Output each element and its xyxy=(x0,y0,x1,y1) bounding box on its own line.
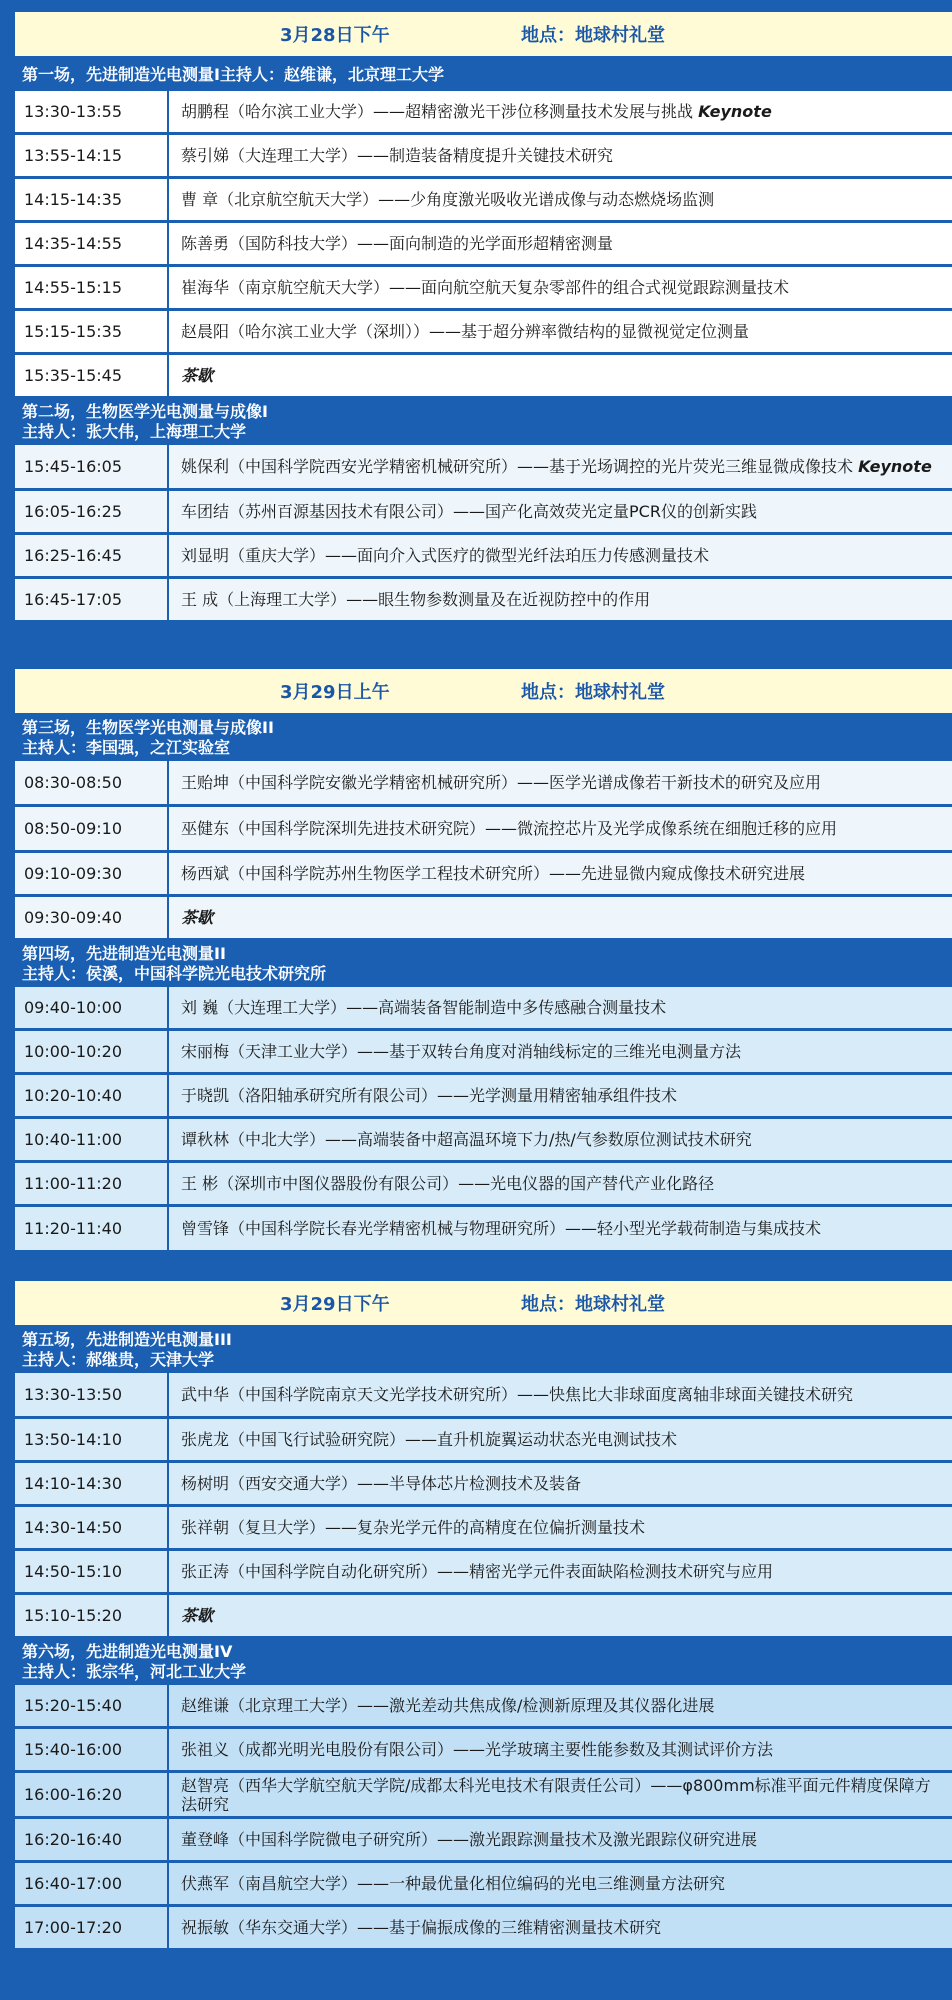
session-host: 主持人：侯溪，中国科学院光电技术研究所 xyxy=(22,964,327,983)
tea-break-label: 茶歇 xyxy=(181,366,214,385)
talk-cell xyxy=(169,1075,952,1116)
talk-content xyxy=(181,1130,752,1149)
table-row xyxy=(15,1819,952,1863)
date-header xyxy=(15,12,952,58)
table-row xyxy=(15,135,952,179)
talk-cell xyxy=(169,1119,952,1160)
table-row xyxy=(15,1685,952,1729)
date-header xyxy=(15,1281,952,1327)
talk-content xyxy=(181,1696,714,1715)
table-row xyxy=(15,1863,952,1907)
table-row xyxy=(15,223,952,267)
session-header xyxy=(15,1327,952,1373)
talk-content xyxy=(181,234,613,253)
date-label: 3月28日下午 xyxy=(280,25,390,46)
table-row xyxy=(15,1373,952,1419)
table-row xyxy=(15,1551,952,1595)
talk-content xyxy=(181,1740,773,1759)
talk-text: 王 成（上海理工大学）——眼生物参数测量及在近视防控中的作用 xyxy=(181,590,651,609)
talk-cell xyxy=(169,311,952,352)
session-title: 第二场，生物医学光电测量与成像I xyxy=(22,402,268,421)
table-row xyxy=(15,897,952,941)
talk-text: 谭秋林（中北大学）——高端装备中超高温环境下力/热/气参数原位测试技术研究 xyxy=(181,1130,752,1149)
time-cell: 09:40-10:00 xyxy=(15,987,169,1028)
talk-cell xyxy=(169,1463,952,1504)
session-header xyxy=(15,715,952,761)
talk-content xyxy=(181,1430,677,1449)
talk-text: 张正涛（中国科学院自动化研究所）——精密光学元件表面缺陷检测技术研究与应用 xyxy=(181,1562,774,1581)
talk-text: 姚保利（中国科学院西安光学精密机械研究所）——基于光场调控的光片荧光三维显微成像技术 xyxy=(181,457,854,476)
table-row xyxy=(15,1463,952,1507)
talk-text: 曾雪锋（中国科学院长春光学精密机械与物理研究所）——轻小型光学载荷制造与集成技术 xyxy=(181,1219,822,1238)
table-row xyxy=(15,1119,952,1163)
talk-text: 祝振敏（华东交通大学）——基于偏振成像的三维精密测量技术研究 xyxy=(181,1918,662,1937)
talk-content xyxy=(181,1830,757,1849)
table-row xyxy=(15,355,952,399)
talk-text: 车团结（苏州百源基因技术有限公司）——国产化高效荧光定量PCR仪的创新实践 xyxy=(181,502,757,521)
table-row xyxy=(15,311,952,355)
session-title: 第一场，先进制造光电测量I主持人：赵维谦，北京理工大学 xyxy=(22,64,444,84)
talk-cell xyxy=(169,1685,952,1726)
keynote-badge: Keynote xyxy=(698,102,772,121)
table-row xyxy=(15,579,952,623)
talk-cell xyxy=(169,579,952,620)
talk-content xyxy=(181,1518,645,1537)
talk-cell xyxy=(169,1163,952,1204)
talk-text: 胡鹏程（哈尔滨工业大学）——超精密激光干涉位移测量技术发展与挑战 xyxy=(181,102,694,121)
talk-text: 张祥朝（复旦大学）——复杂光学元件的高精度在位偏折测量技术 xyxy=(181,1518,646,1537)
talk-content xyxy=(181,1474,581,1493)
talk-text: 董登峰（中国科学院微电子研究所）——激光跟踪测量技术及激光跟踪仪研究进展 xyxy=(181,1830,758,1849)
table-row xyxy=(15,535,952,579)
time-cell: 14:35-14:55 xyxy=(15,223,169,264)
table-row xyxy=(15,91,952,135)
time-cell: 17:00-17:20 xyxy=(15,1907,169,1948)
talk-text: 崔海华（南京航空航天大学）——面向航空航天复杂零部件的组合式视觉跟踪测量技术 xyxy=(181,278,790,297)
time-cell: 13:50-14:10 xyxy=(15,1419,169,1460)
talk-content xyxy=(181,998,666,1017)
talk-cell xyxy=(169,807,952,850)
session-header xyxy=(15,1639,952,1685)
table-row xyxy=(15,267,952,311)
talk-text: 武中华（中国科学院南京天文光学技术研究所）——快焦比大非球面度离轴非球面关键技术研究 xyxy=(181,1385,854,1404)
time-cell: 14:15-14:35 xyxy=(15,179,169,220)
talk-cell xyxy=(169,1729,952,1770)
table-row xyxy=(15,1729,952,1773)
talk-content xyxy=(181,1086,677,1105)
talk-content xyxy=(181,1606,213,1625)
talk-text: 陈善勇（国防科技大学）——面向制造的光学面形超精密测量 xyxy=(181,234,614,253)
time-cell: 13:30-13:55 xyxy=(15,91,169,132)
table-row xyxy=(15,1507,952,1551)
session-title: 第五场，先进制造光电测量III xyxy=(22,1330,232,1349)
talk-content xyxy=(181,590,650,609)
talk-text: 王贻坤（中国科学院安徽光学精密机械研究所）——医学光谱成像若干新技术的研究及应用 xyxy=(181,773,822,792)
table-row xyxy=(15,1207,952,1253)
time-cell: 08:50-09:10 xyxy=(15,807,169,850)
talk-cell xyxy=(169,535,952,576)
session-title: 第三场，生物医学光电测量与成像II xyxy=(22,718,274,737)
location-label: 地点：地球村礼堂 xyxy=(521,1294,665,1315)
talk-cell xyxy=(169,897,952,938)
talk-cell xyxy=(169,135,952,176)
date-header xyxy=(15,669,952,715)
talk-text: 赵智亮（西华大学航空航天学院/成都太科光电技术有限责任公司）——φ800mm标准平面元件精度保障方法研究 xyxy=(181,1775,931,1814)
session-title: 第四场，先进制造光电测量II xyxy=(22,944,226,963)
time-cell: 11:00-11:20 xyxy=(15,1163,169,1204)
session-host: 主持人：张宗华，河北工业大学 xyxy=(22,1662,247,1681)
talk-text: 张虎龙（中国飞行试验研究院）——直升机旋翼运动状态光电测试技术 xyxy=(181,1430,678,1449)
talk-cell xyxy=(169,853,952,894)
talk-content xyxy=(181,190,714,209)
table-row xyxy=(15,1031,952,1075)
time-cell: 08:30-08:50 xyxy=(15,761,169,804)
talk-content xyxy=(181,1219,821,1238)
talk-cell xyxy=(169,267,952,308)
tea-break-label: 茶歇 xyxy=(181,1606,214,1625)
talk-content xyxy=(181,819,837,838)
tea-break-label: 茶歇 xyxy=(181,908,214,927)
day-block xyxy=(15,12,952,623)
table-row xyxy=(15,1595,952,1639)
time-cell: 13:30-13:50 xyxy=(15,1373,169,1416)
talk-text: 刘显明（重庆大学）——面向介入式医疗的微型光纤法珀压力传感测量技术 xyxy=(181,546,710,565)
date-label: 3月29日上午 xyxy=(280,682,390,703)
talk-cell xyxy=(169,1031,952,1072)
talk-text: 伏燕军（南昌航空大学）——一种最优量化相位编码的光电三维测量方法研究 xyxy=(181,1874,726,1893)
time-cell: 10:00-10:20 xyxy=(15,1031,169,1072)
talk-content xyxy=(181,322,749,341)
talk-content xyxy=(181,773,821,792)
time-cell: 13:55-14:15 xyxy=(15,135,169,176)
talk-content xyxy=(181,1042,741,1061)
talk-text: 宋丽梅（天津工业大学）——基于双转台角度对消轴线标定的三维光电测量方法 xyxy=(181,1042,742,1061)
talk-text: 刘 巍（大连理工大学）——高端装备智能制造中多传感融合测量技术 xyxy=(181,998,667,1017)
talk-content xyxy=(181,457,932,476)
talk-cell xyxy=(169,179,952,220)
session-header xyxy=(15,58,952,91)
talk-content xyxy=(181,502,757,521)
table-row xyxy=(15,1075,952,1119)
talk-cell xyxy=(169,1863,952,1904)
day-block xyxy=(15,1281,952,1951)
talk-cell xyxy=(169,1207,952,1250)
talk-text: 曹 章（北京航空航天大学）——少角度激光吸收光谱成像与动态燃烧场监测 xyxy=(181,190,715,209)
table-row xyxy=(15,1163,952,1207)
time-cell: 15:10-15:20 xyxy=(15,1595,169,1636)
session-title: 第六场，先进制造光电测量IV xyxy=(22,1642,233,1661)
talk-content xyxy=(181,1562,773,1581)
talk-text: 杨西斌（中国科学院苏州生物医学工程技术研究所）——先进显微内窥成像技术研究进展 xyxy=(181,864,806,883)
talk-cell xyxy=(169,1819,952,1860)
time-cell: 16:05-16:25 xyxy=(15,491,169,532)
time-cell: 15:40-16:00 xyxy=(15,1729,169,1770)
table-row xyxy=(15,491,952,535)
table-row xyxy=(15,987,952,1031)
talk-cell xyxy=(169,987,952,1028)
table-row xyxy=(15,445,952,491)
talk-text: 赵晨阳（哈尔滨工业大学（深圳））——基于超分辨率微结构的显微视觉定位测量 xyxy=(181,322,750,341)
talk-text: 张祖义（成都光明光电股份有限公司）——光学玻璃主要性能参数及其测试评价方法 xyxy=(181,1740,774,1759)
table-row xyxy=(15,761,952,807)
talk-cell xyxy=(169,445,952,488)
time-cell: 14:10-14:30 xyxy=(15,1463,169,1504)
time-cell: 10:40-11:00 xyxy=(15,1119,169,1160)
talk-cell xyxy=(169,355,952,396)
talk-text: 杨树明（西安交通大学）——半导体芯片检测技术及装备 xyxy=(181,1474,582,1493)
time-cell: 16:20-16:40 xyxy=(15,1819,169,1860)
table-row xyxy=(15,807,952,853)
talk-cell xyxy=(169,1907,952,1948)
talk-text: 蔡引娣（大连理工大学）——制造装备精度提升关键技术研究 xyxy=(181,146,614,165)
talk-content xyxy=(181,1385,853,1404)
time-cell: 10:20-10:40 xyxy=(15,1075,169,1116)
time-cell: 16:25-16:45 xyxy=(15,535,169,576)
talk-cell xyxy=(169,1373,952,1416)
location-label: 地点：地球村礼堂 xyxy=(521,25,665,46)
time-cell: 09:10-09:30 xyxy=(15,853,169,894)
time-cell: 14:55-15:15 xyxy=(15,267,169,308)
talk-text: 王 彬（深圳市中图仪器股份有限公司）——光电仪器的国产替代产业化路径 xyxy=(181,1174,715,1193)
time-cell: 16:40-17:00 xyxy=(15,1863,169,1904)
talk-cell xyxy=(169,1595,952,1636)
talk-cell xyxy=(169,1507,952,1548)
talk-content xyxy=(181,1776,945,1814)
talk-content xyxy=(181,1874,725,1893)
talk-cell xyxy=(169,491,952,532)
time-cell: 09:30-09:40 xyxy=(15,897,169,938)
time-cell: 15:35-15:45 xyxy=(15,355,169,396)
talk-text: 于晓凯（洛阳轴承研究所有限公司）——光学测量用精密轴承组件技术 xyxy=(181,1086,678,1105)
keynote-badge: Keynote xyxy=(858,457,932,476)
talk-content xyxy=(181,546,709,565)
session-host: 主持人：李国强，之江实验室 xyxy=(22,738,231,757)
time-cell: 15:45-16:05 xyxy=(15,445,169,488)
time-cell: 16:45-17:05 xyxy=(15,579,169,620)
talk-content xyxy=(181,146,613,165)
talk-content xyxy=(181,278,789,297)
talk-content xyxy=(181,908,213,927)
talk-cell xyxy=(169,1551,952,1592)
session-host: 主持人：郝继贵，天津大学 xyxy=(22,1350,215,1369)
time-cell: 16:00-16:20 xyxy=(15,1773,169,1816)
session-host: 主持人：张大伟，上海理工大学 xyxy=(22,422,247,441)
table-row xyxy=(15,853,952,897)
talk-cell xyxy=(169,91,952,132)
time-cell: 14:50-15:10 xyxy=(15,1551,169,1592)
table-row xyxy=(15,179,952,223)
talk-content xyxy=(181,1174,714,1193)
talk-content xyxy=(181,366,213,385)
talk-cell xyxy=(169,223,952,264)
table-row xyxy=(15,1773,952,1819)
talk-content xyxy=(181,102,772,121)
time-cell: 11:20-11:40 xyxy=(15,1207,169,1250)
talk-text: 巫健东（中国科学院深圳先进技术研究院）——微流控芯片及光学成像系统在细胞迁移的应用 xyxy=(181,819,838,838)
time-cell: 15:20-15:40 xyxy=(15,1685,169,1726)
talk-content xyxy=(181,864,805,883)
session-header xyxy=(15,941,952,987)
location-label: 地点：地球村礼堂 xyxy=(521,682,665,703)
talk-cell xyxy=(169,761,952,804)
time-cell: 14:30-14:50 xyxy=(15,1507,169,1548)
talk-text: 赵维谦（北京理工大学）——激光差动共焦成像/检测新原理及其仪器化进展 xyxy=(181,1696,715,1715)
table-row xyxy=(15,1907,952,1951)
time-cell: 15:15-15:35 xyxy=(15,311,169,352)
talk-cell xyxy=(169,1773,952,1816)
talk-cell xyxy=(169,1419,952,1460)
session-header xyxy=(15,399,952,445)
date-label: 3月29日下午 xyxy=(280,1294,390,1315)
table-row xyxy=(15,1419,952,1463)
talk-content xyxy=(181,1918,661,1937)
day-block xyxy=(15,669,952,1253)
